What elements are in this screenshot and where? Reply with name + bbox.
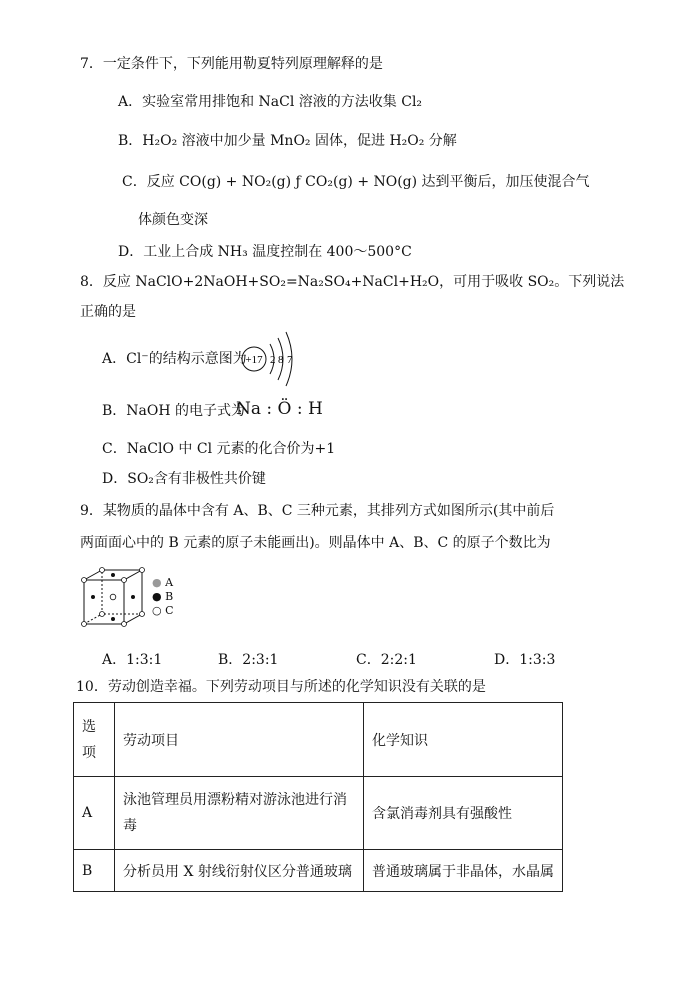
header-knowledge: 化学知识 xyxy=(364,703,563,777)
row-b-knowledge: 普通玻璃属于非晶体，水晶属 xyxy=(364,850,563,892)
q8-option-b: B．NaOH 的电子式为 xyxy=(102,403,246,419)
legend-c: ○ C xyxy=(152,604,174,617)
q9-choice-b: B．2:3:1 xyxy=(218,652,279,668)
q8-stem-line2: 正确的是 xyxy=(80,304,136,320)
row-a-knowledge: 含氯消毒剂具有强酸性 xyxy=(364,777,563,850)
row-a-project: 泳池管理员用漂粉精对游泳池进行消毒 xyxy=(115,777,364,850)
crystal-cell-diagram xyxy=(80,566,150,630)
row-b-project: 分析员用 X 射线衍射仪区分普通玻璃 xyxy=(115,850,364,892)
q9-choice-a: A．1:3:1 xyxy=(102,652,163,668)
header-project: 劳动项目 xyxy=(115,703,364,777)
labor-chemistry-table xyxy=(73,702,563,892)
q8-stem-line1: 8．反应 NaClO+2NaOH+SO₂=Na₂SO₄+NaCl+H₂O，可用于吸收 SO₂。下列说法 xyxy=(80,274,625,290)
q8-option-d: D．SO₂含有非极性共价键 xyxy=(102,471,266,487)
q7-option-b: B．H₂O₂ 溶液中加少量 MnO₂ 固体，促进 H₂O₂ 分解 xyxy=(118,133,457,149)
table-row xyxy=(74,850,563,892)
header-option: 选项 xyxy=(74,703,115,777)
q7-option-a: A．实验室常用排饱和 NaCl 溶液的方法收集 Cl₂ xyxy=(118,94,423,110)
q7-option-c-line2: 体颜色变深 xyxy=(138,212,208,228)
naoh-electron-formula: Na : Ö : H xyxy=(236,399,323,419)
cube-front-face xyxy=(84,580,124,624)
q9-choice-c: C．2:2:1 xyxy=(356,652,417,668)
table-header-row xyxy=(74,703,563,777)
legend-b: ● B xyxy=(152,590,174,603)
shell-count-2: 8 xyxy=(278,354,284,366)
q8-option-c: C．NaClO 中 Cl 元素的化合价为+1 xyxy=(102,441,336,457)
body-center-atom-c xyxy=(110,594,116,600)
nucleus-charge: +17 xyxy=(245,354,263,366)
table-row xyxy=(74,777,563,850)
q7-stem: 7．一定条件下，下列能用勒夏特列原理解释的是 xyxy=(80,56,383,72)
chlorine-structure-diagram xyxy=(240,330,310,390)
q9-choice-d: D．1:3:3 xyxy=(494,652,556,668)
q8-option-a: A．Cl⁻的结构示意图为 xyxy=(102,351,247,367)
cube-back-face xyxy=(102,570,142,614)
crystal-legend xyxy=(152,576,174,618)
shell-count-3: 7 xyxy=(287,354,293,366)
q9-stem-line2: 两面面心中的 B 元素的原子未能画出)。则晶体中 A、B、C 的原子个数比为 xyxy=(80,535,551,551)
q7-option-d: D．工业上合成 NH₃ 温度控制在 400～500°C xyxy=(118,244,412,260)
legend-a: ● A xyxy=(152,576,174,589)
shell-count-1: 2 xyxy=(270,354,276,366)
q9-stem-line1: 9．某物质的晶体中含有 A、B、C 三种元素，其排列方式如图所示(其中前后 xyxy=(80,503,555,519)
q7-option-c-line1: C．反应 CO(g) + NO₂(g) ƒ CO₂(g) + NO(g) 达到平衡后，加压使混合气 xyxy=(122,174,590,190)
row-a-option: A xyxy=(74,777,115,850)
row-b-option: B xyxy=(74,850,115,892)
q10-stem: 10．劳动创造幸福。下列劳动项目与所述的化学知识没有关联的是 xyxy=(76,679,486,695)
